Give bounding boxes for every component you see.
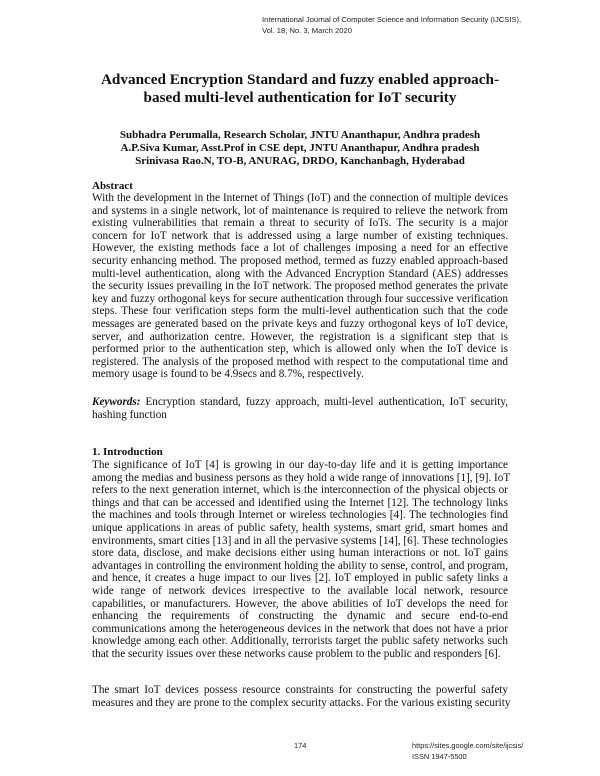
- journal-name: International Journal of Computer Science and Information Security (IJCSIS),: [262, 15, 522, 24]
- paper-title-line-1: Advanced Encryption Standard and fuzzy enabled approach-: [100, 71, 500, 88]
- keywords-line-1: [92, 396, 508, 409]
- text-line: key and fuzzy orthogonal keys for secure authentication through four successive verification: [92, 292, 508, 305]
- text-line: security enhancing method. The proposed method, termed as fuzzy enabled approach-based: [92, 255, 508, 267]
- text-line: refers to the next generation internet, which is the interconnection of the physical objects or: [92, 484, 508, 497]
- author-2: A.P.Siva Kumar, Asst.Prof in CSE dept, JNTU Ananthapur, Andhra pradesh: [120, 142, 480, 154]
- author-3: Srinivasa Rao.N, TO-B, ANURAG, DRDO, Kanchanbagh, Hyderabad: [135, 155, 465, 167]
- text-line: measures and they are prone to the complex security attacks. For the various existing security: [92, 696, 511, 709]
- text-line: advantages in controlling the environment holding the ability to sense, control, and program,: [92, 559, 508, 572]
- text-line: environments, smart cities [13] and in all the pervasive systems [14], [6]. These technologies: [92, 534, 508, 547]
- text-line: The significance of IoT [4] is growing in our day-to-day life and it is getting importance: [92, 459, 508, 471]
- abstract-heading: Abstract: [92, 180, 133, 192]
- issn: ISSN 1947-5500: [412, 752, 467, 761]
- text-line: that the security issues over these networks cause problem to the public and responders [6].: [92, 648, 501, 660]
- page-number: 174: [294, 741, 307, 750]
- text-line: and systems in a single network, lot of maintenance is required to relieve the network from: [92, 204, 508, 217]
- text-line: registered. The analysis of the proposed method with respect to the computational time and: [92, 355, 508, 368]
- text-line: communications among the heterogeneous devices in the network that does not have a prior: [92, 622, 508, 635]
- keywords-text: Encryption standard, fuzzy approach, multi-level authentication, IoT security,: [140, 396, 508, 408]
- paper-title-line-2: based multi-level authentication for IoT security: [143, 89, 457, 106]
- text-line: enhancing the requirements of constructing the dynamic and secure end-to-end: [92, 610, 508, 623]
- text-line: performed prior to the authentication step, which is allowed only when the IoT device is: [92, 343, 508, 356]
- keywords-line-2: hashing function: [92, 409, 167, 421]
- text-line: knowledge among each other. Additionally, terrorists target the public safety networks such: [92, 635, 508, 648]
- text-line: However, the existing methods face a lot of challenges imposing a need for an effective: [92, 242, 508, 255]
- text-line: The smart IoT devices possess resource constraints for constructing the powerful safety: [92, 684, 508, 696]
- text-line: the machines and tools through Internet or wireless technologies [4]. The technologies find: [92, 509, 508, 522]
- text-line: server, and authorization centre. However, the registration is a significant step that is: [92, 330, 508, 343]
- text-line: multi-level authentication, along with the Advanced Encryption Standard (AES) addresses: [92, 267, 508, 280]
- text-line: messages are generated based on the private keys and fuzzy orthogonal keys of IoT device,: [92, 318, 508, 330]
- text-line: among the medias and business persons as they hold a wide range of innovations [1], [9]. IoT: [92, 471, 511, 484]
- text-line: existing vulnerabilities that remain a threat to security of IoTs. The security is a major: [92, 217, 508, 230]
- text-line: memory usage is found to be 4.9secs and 8.7%, respectively.: [92, 368, 364, 381]
- journal-issue: Vol. 18, No. 3, March 2020: [262, 26, 352, 35]
- text-line: store data, disclose, and make decisions either using human interactions or not. IoT gains: [92, 547, 508, 560]
- text-line: wide range of network devices irrespective to the available local network, resource: [92, 585, 508, 597]
- text-line: capabilities, or manufacturers. However, the above abilities of IoT develops the need for: [92, 597, 508, 610]
- text-line: concern for IoT network that is addressed using a large number of existing techniques.: [92, 229, 508, 242]
- text-line: things and that can be accessed and identified using the Internet [12]. The technology links: [92, 496, 508, 509]
- author-1: Subhadra Perumalla, Research Scholar, JNTU Ananthapur, Andhra pradesh: [119, 129, 481, 141]
- introduction-heading: 1. Introduction: [92, 446, 163, 458]
- keywords-label: Keywords:: [92, 396, 141, 408]
- text-line: steps. These four verification steps form the multi-level authentication such that the code: [92, 305, 508, 318]
- text-line: unique applications in areas of public safety, health systems, smart grid, smart homes and: [92, 522, 508, 534]
- text-line: and hence, it creates a huge impact to our lives [2]. IoT employed in public safety links a: [92, 572, 508, 585]
- text-line: the security issues prevailing in the IoT network. The proposed method generates the private: [92, 280, 508, 293]
- text-line: With the development in the Internet of Things (IoT) and the connection of multiple devices: [92, 192, 508, 204]
- journal-url[interactable]: https://sites.google.com/site/ijcsis/: [412, 741, 524, 750]
